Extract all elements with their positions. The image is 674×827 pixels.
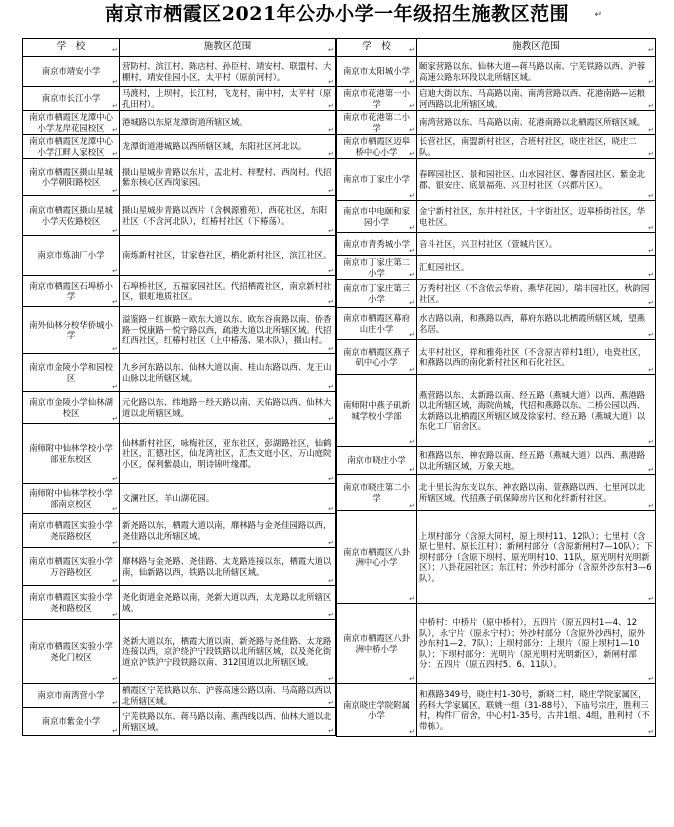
catchment-area-cell: 靡林路与金尧路、尧佳路、太龙路连接以东，栖霞大道以南，仙新路以西，铁路以北所辖区域。 ↵ bbox=[120, 548, 336, 586]
school-name-cell: 南京市栖霞区实验小学尧化门校区 ↵ bbox=[23, 620, 120, 684]
catchment-area-cell: 龙潭街道港城路以西所辖区域，东阳社区河北以。 ↵ bbox=[120, 135, 336, 159]
school-name-cell: 南京市栖霞区迈皋桥中心小学 ↵ bbox=[337, 135, 417, 159]
school-name-cell: 南京市花港第一小学 ↵ bbox=[337, 87, 417, 111]
catchment-area-cell: 元化路以东、纬地路－经天路以南、天佑路以西、仙林大道以北所辖区域。 ↵ bbox=[120, 392, 336, 424]
school-name-cell: 南京市栖霞区燕子矶中心小学 ↵ bbox=[337, 340, 417, 375]
catchment-area-cell: 春晖园社区、景和园社区、山水园社区、馨香园社区、紫金北郡、银安庄、底景福苑、兴卫村社区（兴都片区）。 ↵ bbox=[417, 159, 656, 201]
catchment-area-cell: 南炼新村社区，甘家巷社区，栖化新村社区，滨江社区。 ↵ bbox=[120, 236, 336, 276]
catchment-area-cell: 音斗社区，兴卫村社区（萱城片区）。 ↵ bbox=[417, 233, 656, 256]
school-name-cell: 南京晓庄学院附属小学 ↵ bbox=[337, 684, 417, 737]
table-row bbox=[23, 684, 336, 708]
catchment-area-cell: 北十里长沟东支以东、神农路以南、萱燕路以西、七里河以北所辖区域。代招燕子矶保障房片区和化纤新村社区。 ↵ bbox=[417, 475, 656, 511]
catchment-area-cell: 仙林新村社区，咏梅社区，亚东社区，彭湖路社区，仙鹤社区，汇德社区，仙龙湾社区，汇杰文庭小区，万山庭院小区，保利紫晨山，明诗锦叶缘郡。 ↵ bbox=[120, 424, 336, 484]
catchment-area-cell: 栖霞区宁芜铁路以东、沪蓉高速公路以南、马高路以西以北所辖区域。 ↵ bbox=[120, 684, 336, 708]
right-table bbox=[336, 38, 656, 737]
school-name-cell: 南京市青秀城小学 ↵ bbox=[337, 233, 417, 256]
table-row bbox=[23, 57, 336, 87]
header-area: 施教区范围 ↵ bbox=[417, 39, 656, 57]
table-row bbox=[23, 708, 336, 736]
table-row bbox=[23, 586, 336, 620]
table-row bbox=[337, 111, 656, 135]
catchment-area-cell: 长营社区，南盟新村社区，合班村社区，晓庄社区，晓庄二队。 ↵ bbox=[417, 135, 656, 159]
catchment-area-cell: 摄山星城步青路以东片，盂北村、梓墅村、西岗村。代招紫东核心区西岗家园。 ↵ bbox=[120, 159, 336, 196]
catchment-area-cell: 尧新大道以东，栖霞大道以南，新尧路与尧佳路、太龙路连接以西，京沪绕沪宁段铁路以北所辖区域，以及尧化街道京沪铁沪宁段铁路以南、312国道以北所辖区域。 ↵ bbox=[120, 620, 336, 684]
catchment-area-cell: 金宁新村社区，东井村社区，十字街社区，迈皋桥街社区，华电社区。 ↵ bbox=[417, 201, 656, 233]
school-name-cell: 南京市栖霞区幕府山庄小学 ↵ bbox=[337, 308, 417, 340]
left-table bbox=[22, 38, 336, 736]
table-row bbox=[337, 447, 656, 475]
catchment-area-cell: 新尧路以东，栖霞大道以南，靡林路与金尧佳园路以西，尧佳路以北所辖区域。 ↵ bbox=[120, 514, 336, 548]
table-row bbox=[23, 354, 336, 392]
catchment-area-cell: 宁芜铁路以东、蒋马路以南、燕西线以西、仙林大道以北所辖区域。 ↵ bbox=[120, 708, 336, 736]
table-row bbox=[23, 392, 336, 424]
catchment-area-cell: 港城路以东原龙潭街道所辖区域。 ↵ bbox=[120, 111, 336, 135]
school-name-cell: 南京市晓庄小学 ↵ bbox=[337, 447, 417, 475]
school-name-cell: 南京市金陵小学和园校区 ↵ bbox=[23, 354, 120, 392]
school-name-cell: 南京市炼油厂小学 ↵ bbox=[23, 236, 120, 276]
page-title: 南京市栖霞区2021年公办小学一年级招生施教区范围 bbox=[104, 3, 570, 25]
school-name-cell: 南京市晓庄第二小学 ↵ bbox=[337, 475, 417, 511]
paragraph-mark: ↵ bbox=[594, 10, 602, 20]
catchment-area-cell: 南湾营路以东、马高路以南、花港南路以北栖霞区所辖区域。 ↵ bbox=[417, 111, 656, 135]
table-row bbox=[337, 233, 656, 256]
catchment-area-cell: 摄山星城步青路以西片（含枫源雅苑），西花社区，东阳社区（不含河北队），红椿村社区（下椿荡）。 ↵ bbox=[120, 196, 336, 236]
table-row bbox=[23, 484, 336, 514]
school-name-cell: 南京市栖霞区实验小学万谷路校区 ↵ bbox=[23, 548, 120, 586]
school-name-cell: 南京市长江小学 ↵ bbox=[23, 87, 120, 111]
catchment-area-cell: 颐家营路以东、仙林大道—蒋马路以南、宁芜铁路以西、沪蓉高速公路东环段以北所辖区域。 ↵ bbox=[417, 57, 656, 87]
table-row bbox=[23, 196, 336, 236]
school-name-cell: 南师附中仙林学校小学部南京校区 ↵ bbox=[23, 484, 120, 514]
school-name-cell: 南师附中燕子矶新城学校小学部 ↵ bbox=[337, 375, 417, 447]
table-row bbox=[23, 159, 336, 196]
catchment-area-cell: 万秀村社区（不含依云华府、燕华花园），瑞丰园社区，秋韵园社区。 ↵ bbox=[417, 280, 656, 308]
table-row bbox=[23, 236, 336, 276]
table-row bbox=[337, 87, 656, 111]
catchment-area-cell: 马渡村，上坝村，长江村，飞龙村，南中村，太平村（原孔田村）。 ↵ bbox=[120, 87, 336, 111]
school-name-cell: 南京市中电颐和家园小学 ↵ bbox=[337, 201, 417, 233]
school-name-cell: 南京市栖霞区实验小学尧辰路校区 ↵ bbox=[23, 514, 120, 548]
school-name-cell: 南京市靖安小学 ↵ bbox=[23, 57, 120, 87]
school-name-cell: 南京市紫金小学 ↵ bbox=[23, 708, 120, 736]
header-school: 学 校 ↵ bbox=[337, 39, 417, 57]
school-name-cell: 南京市丁家庄第二小学 ↵ bbox=[337, 256, 417, 280]
catchment-area-cell: 和燕路以东、神农路以南、经五路（燕城大道）以西、燕港路以北所辖区域，万象天地。 ↵ bbox=[417, 447, 656, 475]
table-row bbox=[337, 475, 656, 511]
table-row bbox=[337, 340, 656, 375]
table-row bbox=[337, 280, 656, 308]
table-row bbox=[337, 375, 656, 447]
catchment-area-cell: 上坝村部分（含原大同村，原上坝村11、12队）；七里村（含原七里村、原长江村）；新闸村部分（含原新闸村7—10队）；下坝村部分（含原下坝村、原光明村10、11队，原光明村光明新区）；八卦花园社区；东江村；外沙村部分（含原外沙东村3—6队）。 ↵ bbox=[417, 511, 656, 604]
catchment-area-cell: 和燕路349号，晓庄村1-30号，新晓二村，晓庄学院家属区，药科大学家属区，联姚一组（31-88号），下庙号宗庄，胜利三村，构件厂宿舍，中心村1-35号，古井1组、4组，胜利村（不带栋）。 ↵ bbox=[417, 684, 656, 737]
school-name-cell: 南京市丁家庄第三小学 ↵ bbox=[337, 280, 417, 308]
school-name-cell: 南京市太阳城小学 ↵ bbox=[337, 57, 417, 87]
school-name-cell: 南外仙林分校华侨城小学 ↵ bbox=[23, 307, 120, 354]
school-name-cell: 南京市栖霞区石埠桥小学 ↵ bbox=[23, 276, 120, 307]
table-row bbox=[23, 87, 336, 111]
header-school: 学 校 ↵ bbox=[23, 39, 120, 57]
school-name-cell: 南京市金陵小学仙林湖校区 ↵ bbox=[23, 392, 120, 424]
table-row bbox=[23, 514, 336, 548]
header-area: 施教区范围 ↵ bbox=[120, 39, 336, 57]
table-row bbox=[337, 57, 656, 87]
catchment-area-cell: 九乡河东路以东、仙林大道以南、桂山东路以西、龙王山山脉以北所辖区域。 ↵ bbox=[120, 354, 336, 392]
table-row bbox=[337, 201, 656, 233]
table-row bbox=[337, 308, 656, 340]
table-row bbox=[337, 604, 656, 684]
table-row bbox=[337, 135, 656, 159]
catchment-area-cell: 文澜社区，羊山湖花园。 ↵ bbox=[120, 484, 336, 514]
table-row bbox=[23, 111, 336, 135]
school-name-cell: 南京市栖霞区龙潭中心小学龙岸花园校区 ↵ bbox=[23, 111, 120, 135]
school-name-cell: 南京市丁家庄小学 ↵ bbox=[337, 159, 417, 201]
table-row bbox=[337, 684, 656, 737]
catchment-area-cell: 启迪大街以东、马高路以南、南湾营路以西、花港南路—运粮河西路以北所辖区域。 ↵ bbox=[417, 87, 656, 111]
catchment-area-cell: 水吉路以南，和燕路以西，幕府东路以北栖霞所辖区域，望燕名居。 ↵ bbox=[417, 308, 656, 340]
catchment-area-cell: 溢鉴路－红旗路－欧东大道以东、欧东谷南路以南、侨香路－悦康路－悦宁路以西，疏港大道以北所辖区域。代招红西社区，红椿村社区（上中椿荡、果木队），摄山村。 ↵ bbox=[120, 307, 336, 354]
school-name-cell: 南京市南湾营小学 ↵ bbox=[23, 684, 120, 708]
table-row bbox=[23, 276, 336, 307]
table-row bbox=[337, 256, 656, 280]
table-row bbox=[23, 548, 336, 586]
table-header-row bbox=[337, 39, 656, 57]
catchment-area-cell: 汇虹园社区。 ↵ bbox=[417, 256, 656, 280]
catchment-area-cell: 石埠桥社区，五福家园社区。代招栖霞社区，南京新村社区，银虹地质社区。 ↵ bbox=[120, 276, 336, 307]
table-row bbox=[337, 511, 656, 604]
table-header-row bbox=[23, 39, 336, 57]
catchment-area-cell: 尧化街道金尧路以南，尧新大道以西，太龙路以北所辖区域。 ↵ bbox=[120, 586, 336, 620]
school-name-cell: 南京市栖霞区八卦洲中心小学 ↵ bbox=[337, 511, 417, 604]
school-name-cell: 南师附中仙林学校小学部亚东校区 ↵ bbox=[23, 424, 120, 484]
school-name-cell: 南京市栖霞区龙潭中心小学江畔人家校区 ↵ bbox=[23, 135, 120, 159]
table-row bbox=[23, 307, 336, 354]
school-name-cell: 南京市栖霞区实验小学尧和路校区 ↵ bbox=[23, 586, 120, 620]
table-row bbox=[23, 620, 336, 684]
table-row bbox=[23, 424, 336, 484]
table-row bbox=[337, 159, 656, 201]
catchment-area-cell: 燕营路以东、太新路以南、经五路（燕城大道）以西、燕港路以北所辖区域，海院尚城，代招和燕路以东、二桥公园以西、太新路以北栖霞区所辖区域及徐家村、经五路（燕城大道）以东化工厂宿舍区。 ↵ bbox=[417, 375, 656, 447]
table-row bbox=[23, 135, 336, 159]
school-name-cell: 南京市栖霞区摄山星城小学天佐路校区 ↵ bbox=[23, 196, 120, 236]
school-name-cell: 南京市栖霞区八卦洲中桥小学 ↵ bbox=[337, 604, 417, 684]
catchment-area-cell: 太平村社区，祥和雅苑社区（不含原吉祥村1组），电瓷社区，和燕路以西的南化新村社区和石化社区。 ↵ bbox=[417, 340, 656, 375]
catchment-area-cell: 营防村、滨江村、陈店村、孙臣村、靖安村、联盟村、大棚村，靖安佳园小区，太平村（原前河村）。 ↵ bbox=[120, 57, 336, 87]
school-name-cell: 南京市栖霞区摄山星城小学朝阳路校区 ↵ bbox=[23, 159, 120, 196]
catchment-area-cell: 中桥村：中桥片（原中桥村），五四片（原五四村1—4、12队），永宁片（原永宁村）；外沙村部分（含原外沙西村，原外沙东村1—2、7队）；上坝村部分：上坝片（原上坝村1—10队）；下坝村部分：光明片（原光明村光明新区），新闸村部分：五四片（原五四村5、6、11队）。 ↵ bbox=[417, 604, 656, 684]
school-name-cell: 南京市花港第二小学 ↵ bbox=[337, 111, 417, 135]
